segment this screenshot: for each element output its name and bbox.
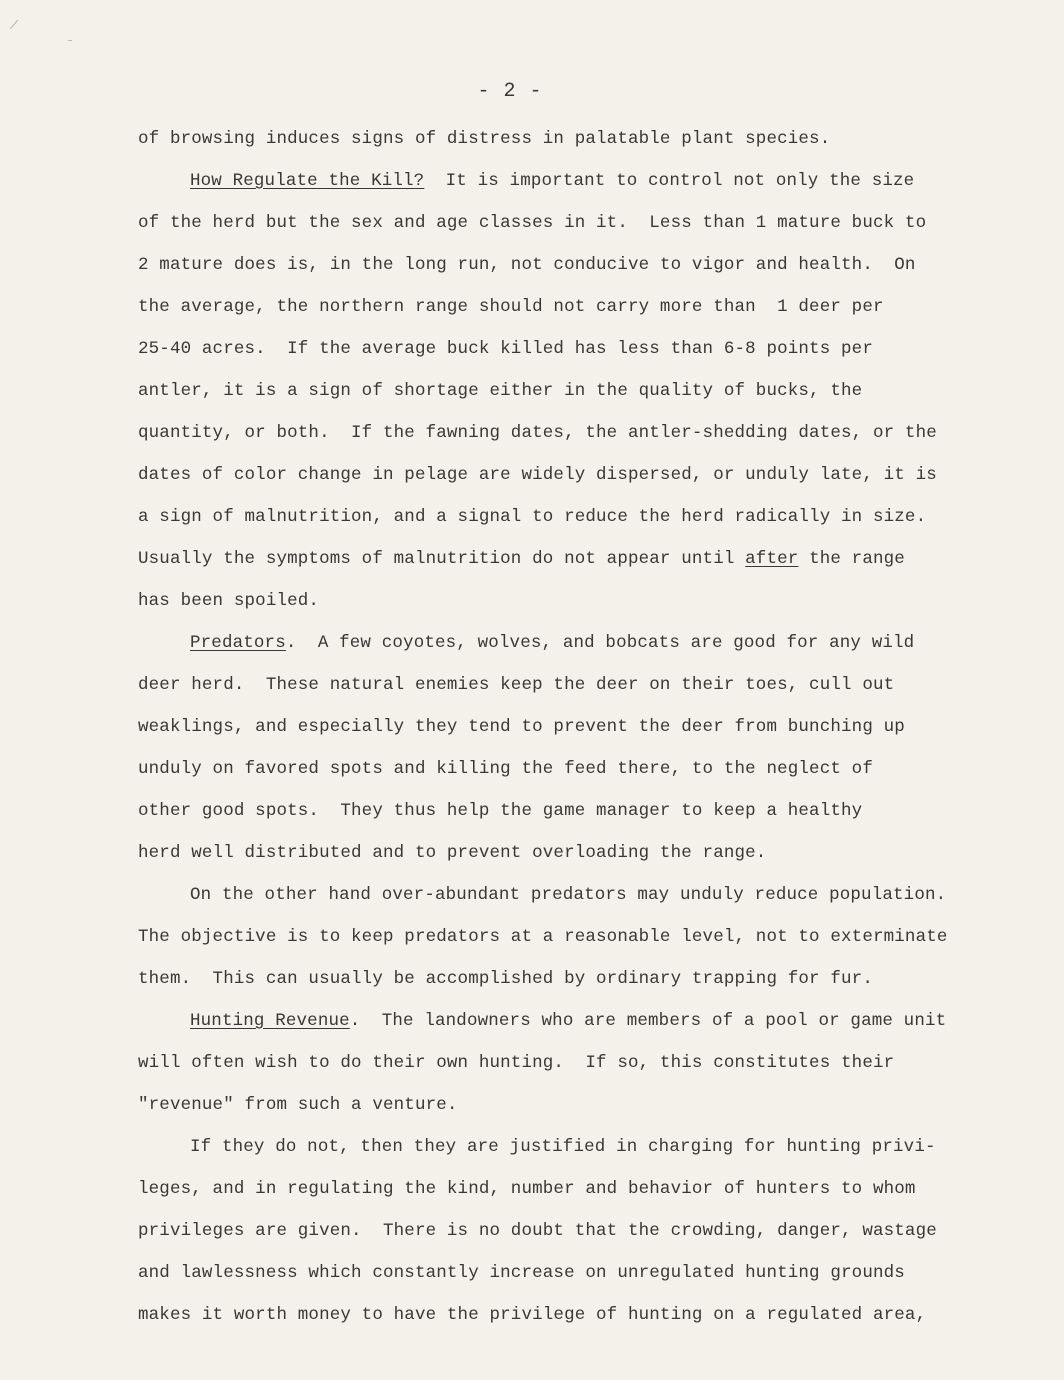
text-line: 2 mature does is, in the long run, not conducive to vigor and health. On (138, 255, 916, 275)
paper-blemish (68, 40, 72, 41)
text-span: . The landowners who are members of a pool or game unit (349, 1011, 947, 1031)
section-heading-predators: Predators (190, 633, 286, 653)
underlined-word: after (745, 549, 799, 569)
text-line (138, 538, 958, 580)
page-number: - 2 - (477, 80, 543, 103)
typewritten-body (138, 118, 958, 1336)
text-line: weaklings, and especially they tend to prevent the deer from bunching up (138, 717, 905, 737)
text-line: of browsing induces signs of distress in palatable plant species. (138, 129, 831, 149)
text-line: will often wish to do their own hunting. If so, this constitutes their (138, 1053, 895, 1073)
text-line: quantity, or both. If the fawning dates, the antler-shedding dates, or the (138, 423, 937, 443)
section-heading-hunting-revenue: Hunting Revenue (190, 1011, 350, 1031)
text-line: other good spots. They thus help the game manager to keep a healthy (138, 801, 863, 821)
text-line: privileges are given. There is no doubt that the crowding, danger, wastage (138, 1221, 937, 1241)
text-line: of the herd but the sex and age classes in it. Less than 1 mature buck to (138, 213, 927, 233)
section-heading-line (138, 1000, 958, 1042)
text-line: has been spoiled. (138, 591, 320, 611)
text-line: and lawlessness which constantly increase on unregulated hunting grounds (138, 1263, 905, 1283)
paper-blemish (10, 20, 18, 30)
text-line: unduly on favored spots and killing the feed there, to the neglect of (138, 759, 873, 779)
text-span: It is important to control not only the size (424, 171, 915, 191)
text-span: the range (798, 549, 905, 569)
text-line: If they do not, then they are justified in charging for hunting privi- (190, 1137, 936, 1157)
text-line: "revenue" from such a venture. (138, 1095, 458, 1115)
text-line: On the other hand over-abundant predators may unduly reduce population. (190, 885, 947, 905)
text-span: . A few coyotes, wolves, and bobcats are good for any wild (285, 633, 915, 653)
text-line: The objective is to keep predators at a reasonable level, not to exterminate (138, 927, 948, 947)
text-line: them. This can usually be accomplished by ordinary trapping for fur. (138, 969, 873, 989)
section-heading-line (138, 160, 958, 202)
text-line: dates of color change in pelage are widely dispersed, or unduly late, it is (138, 465, 937, 485)
text-span: Usually the symptoms of malnutrition do not appear until (138, 549, 746, 569)
text-line: 25-40 acres. If the average buck killed has less than 6-8 points per (138, 339, 873, 359)
text-line: deer herd. These natural enemies keep the deer on their toes, cull out (138, 675, 895, 695)
text-line: antler, it is a sign of shortage either in the quality of bucks, the (138, 381, 863, 401)
section-heading-line (138, 622, 958, 664)
text-line: a sign of malnutrition, and a signal to reduce the herd radically in size. (138, 507, 927, 527)
text-line: herd well distributed and to prevent overloading the range. (138, 843, 767, 863)
section-heading-kill: How Regulate the Kill? (190, 171, 425, 191)
text-line: the average, the northern range should not carry more than 1 deer per (138, 297, 884, 317)
text-line: makes it worth money to have the privilege of hunting on a regulated area, (138, 1305, 927, 1325)
text-line: leges, and in regulating the kind, number and behavior of hunters to whom (138, 1179, 916, 1199)
